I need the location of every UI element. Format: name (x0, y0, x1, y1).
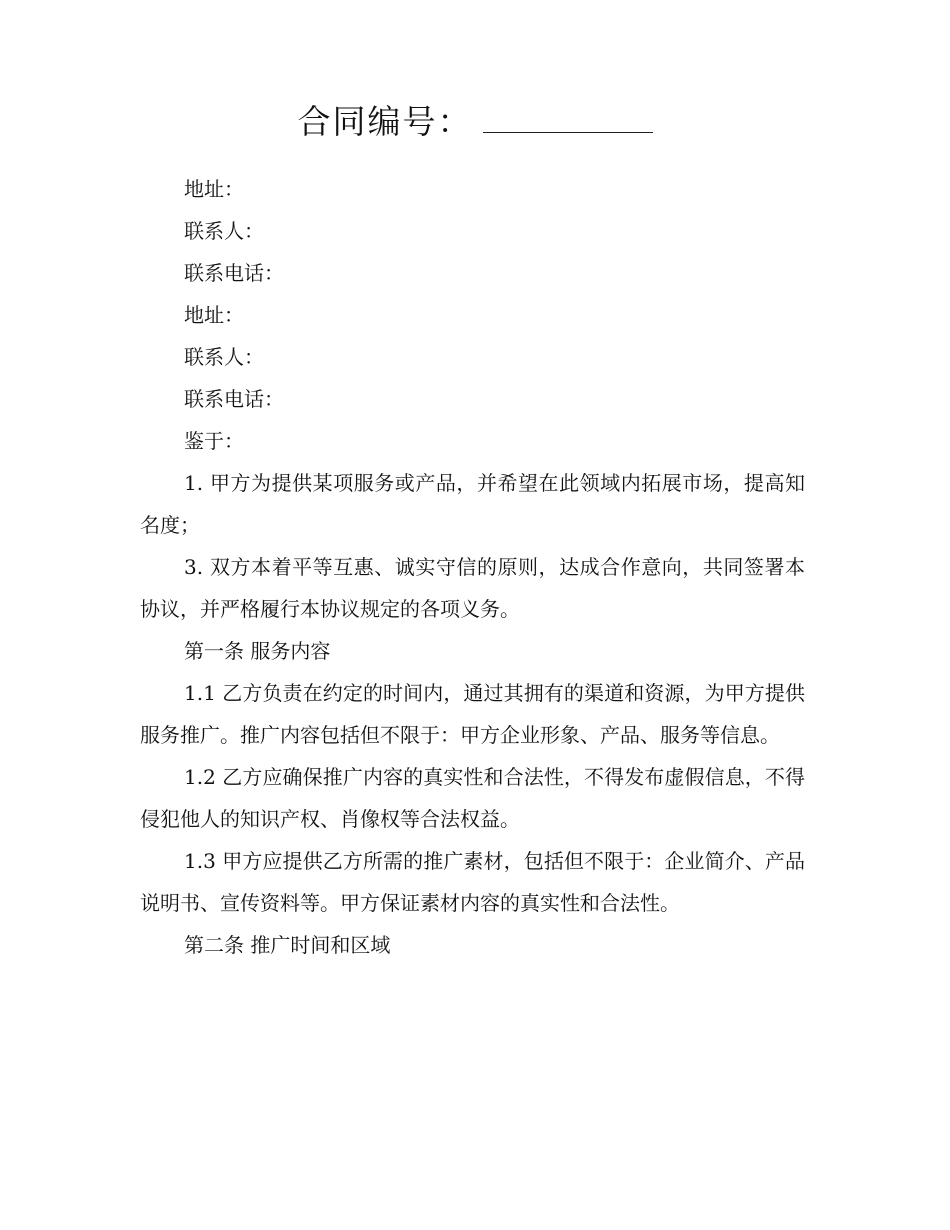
contract-number-title: 合同编号： (297, 102, 473, 141)
article-1-heading: 第一条 服务内容 (184, 639, 331, 663)
contract-number-blank (483, 102, 653, 133)
clause-1-2: 1.2 乙方应确保推广内容的真实性和合法性，不得发布虚假信息，不得侵犯他人的知识产权、肖像权等合法权益。 (140, 765, 805, 831)
address-field-2: 地址： (184, 303, 244, 327)
contact-phone-field-1: 联系电话： (184, 261, 284, 285)
contact-person-field-1: 联系人： (184, 219, 264, 243)
document-body (140, 168, 805, 966)
whereas-heading: 鉴于： (184, 429, 244, 453)
address-field-1: 地址： (184, 177, 244, 201)
contact-person-field-2: 联系人： (184, 345, 264, 369)
title-row (0, 96, 950, 143)
recital-3: 3. 双方本着平等互惠、诚实守信的原则，达成合作意向，共同签署本协议，并严格履行本协议规定的各项义务。 (140, 555, 805, 621)
clause-1-3: 1.3 甲方应提供乙方所需的推广素材，包括但不限于：企业简介、产品说明书、宣传资料等。甲方保证素材内容的真实性和合法性。 (140, 849, 805, 915)
recital-1: 1. 甲方为提供某项服务或产品，并希望在此领域内拓展市场，提高知名度； (140, 471, 805, 537)
article-2-heading: 第二条 推广时间和区域 (184, 933, 391, 957)
contact-phone-field-2: 联系电话： (184, 387, 284, 411)
clause-1-1: 1.1 乙方负责在约定的时间内，通过其拥有的渠道和资源，为甲方提供服务推广。推广内容包括但不限于：甲方企业形象、产品、服务等信息。 (140, 681, 805, 747)
